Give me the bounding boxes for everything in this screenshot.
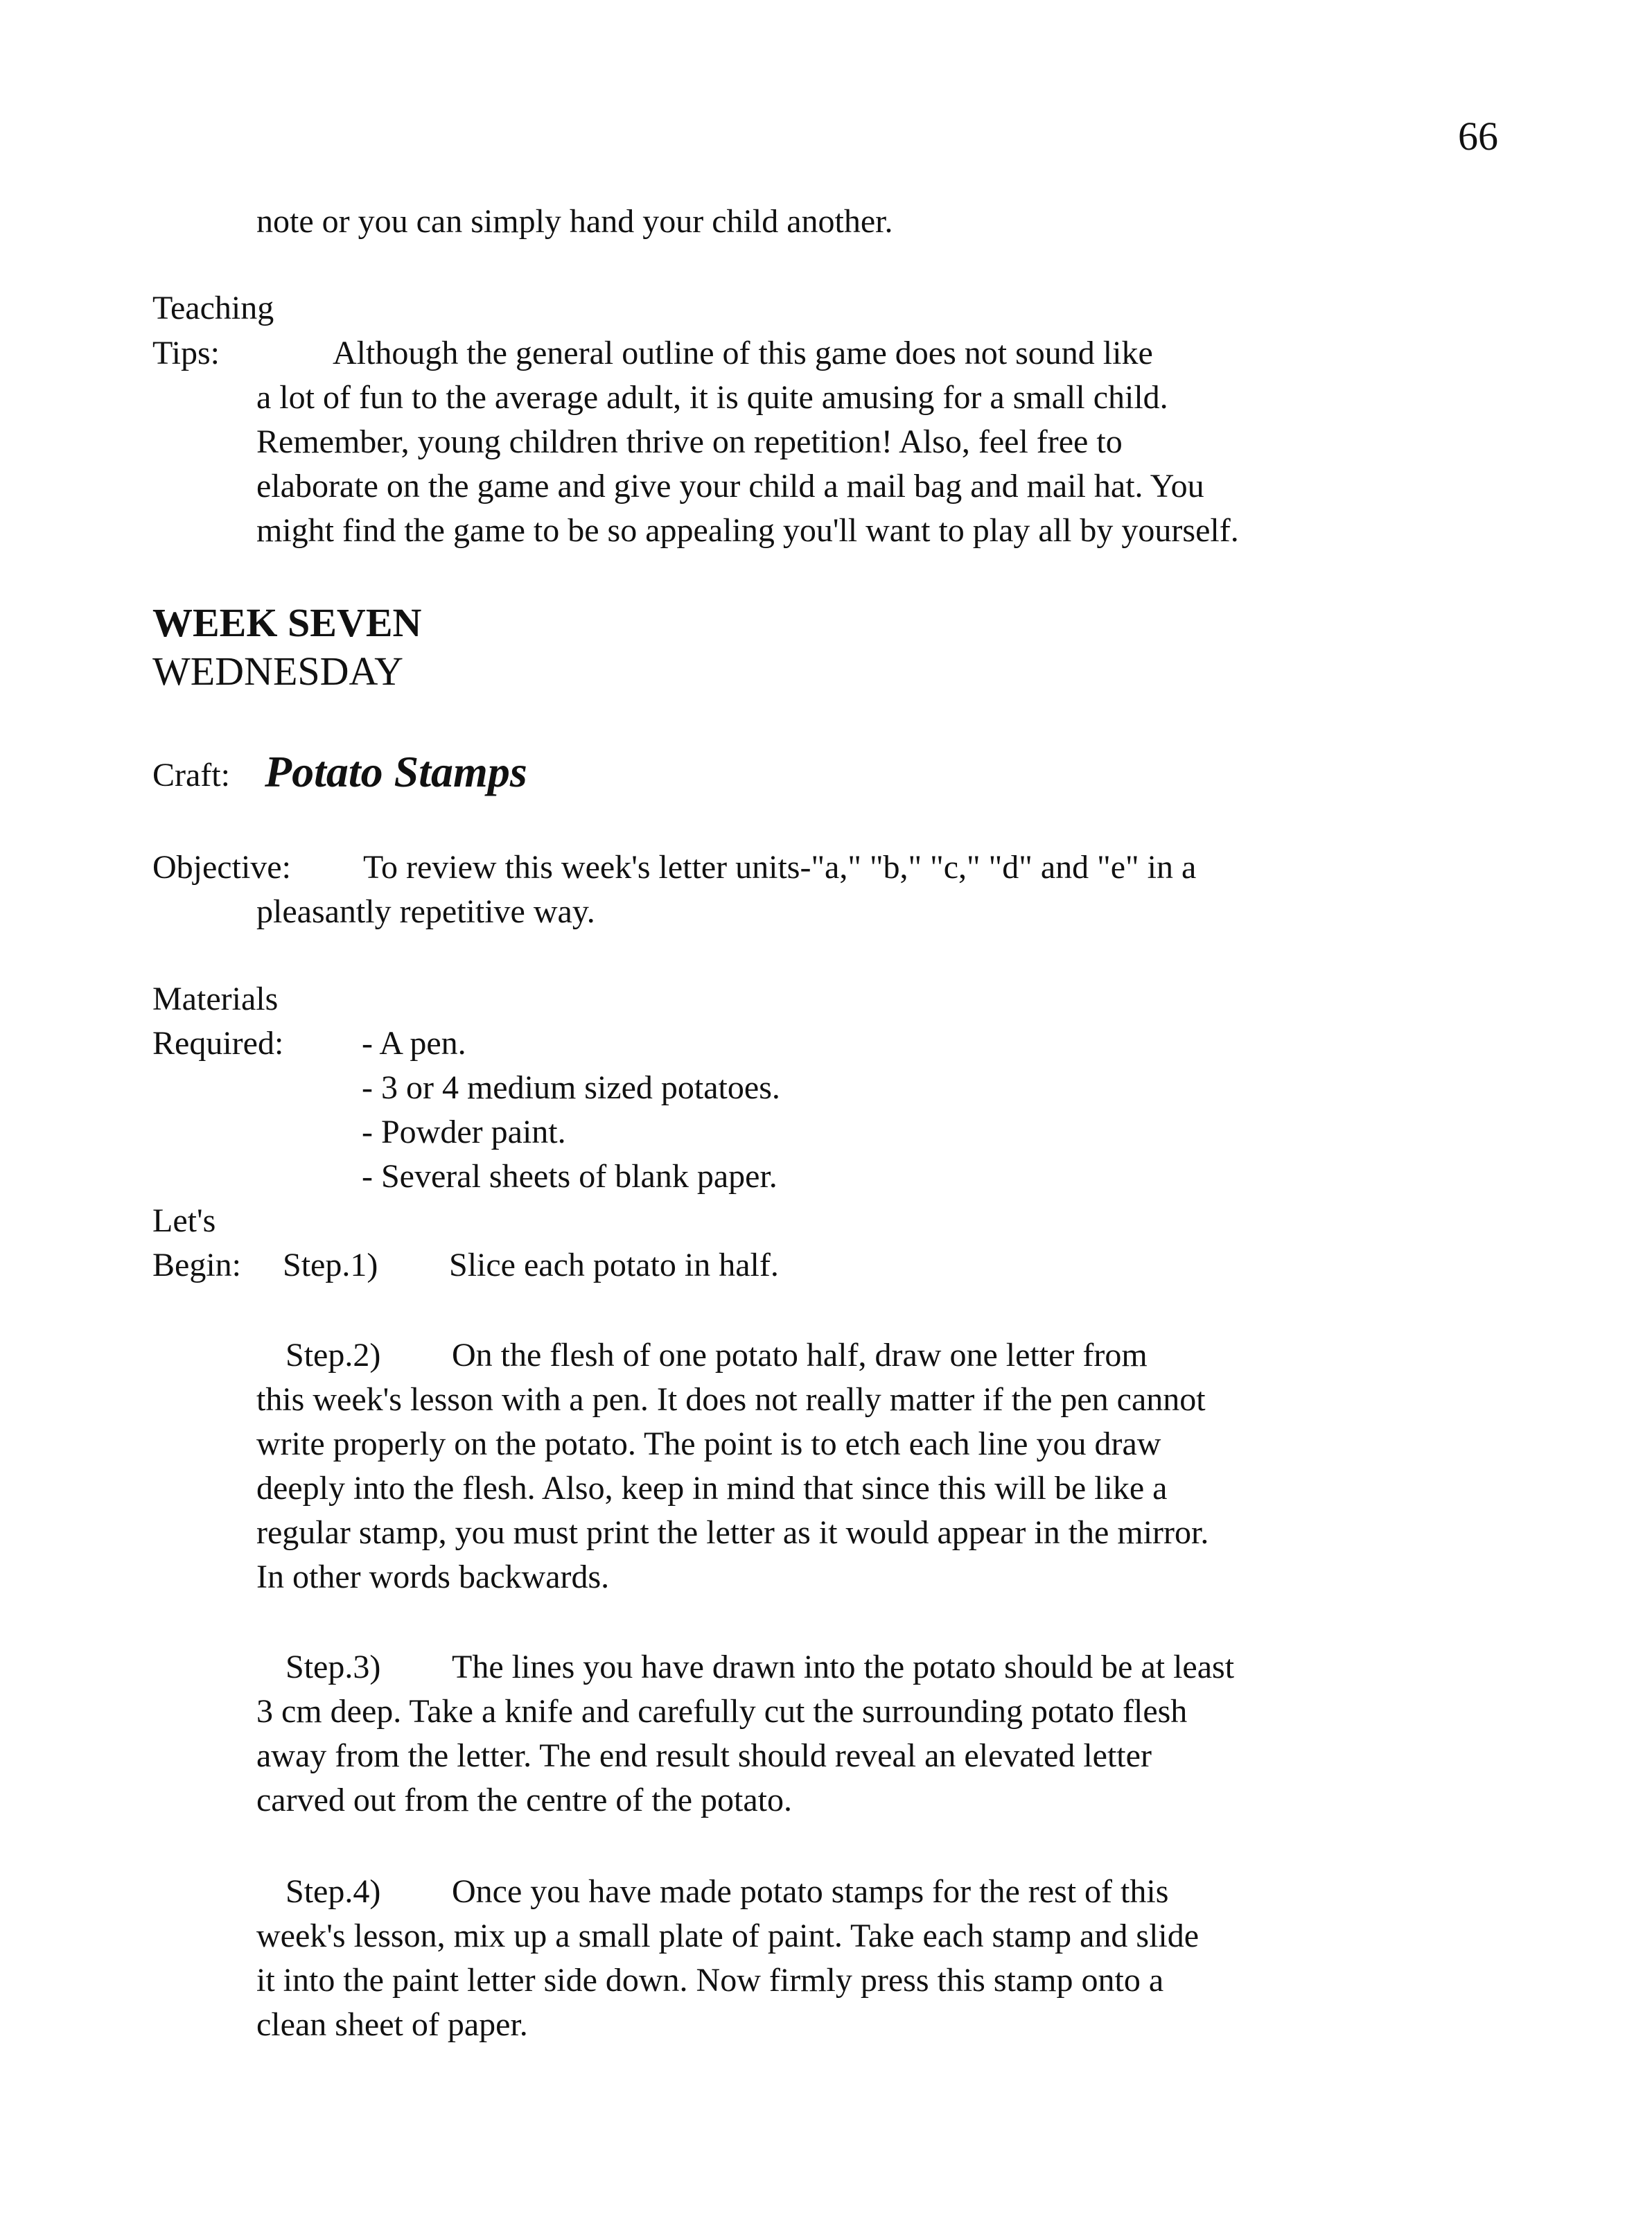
step4-text-line: clean sheet of paper. bbox=[256, 2006, 528, 2043]
step3-text-line: carved out from the centre of the potato. bbox=[256, 1782, 793, 1818]
step2-text-line: regular stamp, you must print the letter as it would appear in the mirror. bbox=[256, 1514, 1209, 1551]
objective-text-line: pleasantly repetitive way. bbox=[256, 893, 595, 930]
objective-text-line: To review this week's letter units-"a," "b," "c," "d" and "e" in a bbox=[363, 849, 1197, 886]
day-heading: WEDNESDAY bbox=[152, 649, 403, 694]
objective-label: Objective: bbox=[152, 849, 291, 886]
teaching-tips-text-line: might find the game to be so appealing you'll want to play all by yourself. bbox=[256, 512, 1239, 549]
step1-text: Slice each potato in half. bbox=[449, 1247, 779, 1283]
materials-label-line1: Materials bbox=[152, 981, 279, 1017]
step2-text-line: deeply into the flesh. Also, keep in mind that since this will be like a bbox=[256, 1470, 1168, 1507]
step2-text-line: On the flesh of one potato half, draw one letter from bbox=[452, 1337, 1148, 1374]
materials-item: - Powder paint. bbox=[362, 1114, 566, 1150]
step1-label: Step.1) bbox=[283, 1247, 378, 1283]
teaching-tips-label-line2: Tips: bbox=[152, 335, 220, 371]
step2-text-line: this week's lesson with a pen. It does not really matter if the pen cannot bbox=[256, 1381, 1206, 1418]
lets-begin-label-line1: Let's bbox=[152, 1202, 216, 1239]
lets-begin-label-line2: Begin: bbox=[152, 1247, 241, 1283]
materials-item: - 3 or 4 medium sized potatoes. bbox=[362, 1069, 780, 1106]
step4-text-line: it into the paint letter side down. Now firmly press this stamp onto a bbox=[256, 1962, 1164, 1999]
step3-text-line: 3 cm deep. Take a knife and carefully cut the surrounding potato flesh bbox=[256, 1693, 1188, 1730]
step2-label: Step.2) bbox=[285, 1337, 381, 1374]
step3-text-line: The lines you have drawn into the potato should be at least bbox=[452, 1649, 1235, 1685]
craft-title: Potato Stamps bbox=[265, 747, 527, 796]
teaching-tips-text-line: Remember, young children thrive on repetition! Also, feel free to bbox=[256, 423, 1123, 460]
materials-item: - Several sheets of blank paper. bbox=[362, 1158, 777, 1195]
teaching-tips-text-line: a lot of fun to the average adult, it is quite amusing for a small child. bbox=[256, 379, 1168, 416]
step4-label: Step.4) bbox=[285, 1873, 381, 1910]
intro-line: note or you can simply hand your child another. bbox=[256, 203, 893, 240]
craft-label: Craft: bbox=[152, 757, 230, 793]
step4-text-line: Once you have made potato stamps for the rest of this bbox=[452, 1873, 1169, 1910]
step3-text-line: away from the letter. The end result should reveal an elevated letter bbox=[256, 1737, 1152, 1774]
step2-text-line: write properly on the potato. The point is to etch each line you draw bbox=[256, 1425, 1161, 1462]
materials-label-line2: Required: bbox=[152, 1025, 284, 1062]
teaching-tips-label-line1: Teaching bbox=[152, 290, 274, 326]
week-heading: WEEK SEVEN bbox=[152, 600, 422, 645]
teaching-tips-text-line: elaborate on the game and give your child a mail bag and mail hat. You bbox=[256, 468, 1204, 505]
materials-item: - A pen. bbox=[362, 1025, 466, 1062]
step4-text-line: week's lesson, mix up a small plate of paint. Take each stamp and slide bbox=[256, 1918, 1200, 1954]
step3-label: Step.3) bbox=[285, 1649, 381, 1685]
step2-text-line: In other words backwards. bbox=[256, 1559, 610, 1595]
teaching-tips-text-line: Although the general outline of this game does not sound like bbox=[333, 335, 1153, 371]
page-number: 66 bbox=[1458, 114, 1498, 159]
